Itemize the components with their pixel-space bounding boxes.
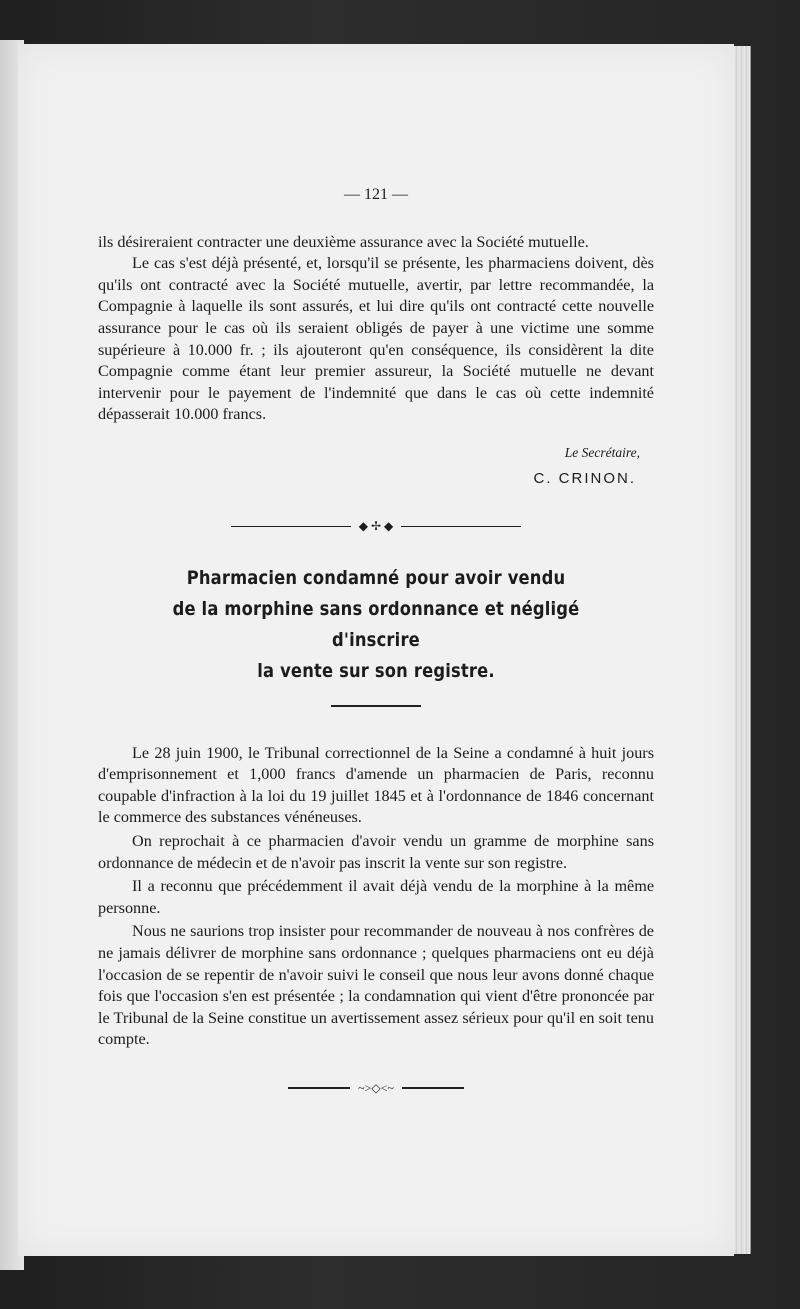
divider-line (288, 1087, 350, 1089)
signature-name: C. CRINON. (533, 469, 636, 487)
book-page (18, 44, 734, 1256)
continuation-paragraph: ils désireraient contracter une deuxième assurance avec la Société mutuelle. (98, 232, 589, 251)
divider-ornament: ◆ ✢ ◆ (358, 519, 394, 534)
headline-line: Pharmacien condamné pour avoir vendu (186, 567, 566, 590)
page-content (98, 184, 654, 1125)
headline-rule (331, 705, 421, 707)
end-ornament: ~>◇<~ (358, 1081, 394, 1096)
article-paragraph: On reprochait à ce pharmacien d'avoir vendu un gramme de morphine sans ordonnance de médecin et de n'avoir pas inscrit la vente sur son registre. (98, 832, 654, 872)
page-number: — 121 — (344, 186, 408, 203)
article-body (98, 743, 654, 1051)
article-headline (137, 563, 615, 687)
article-paragraph: Le 28 juin 1900, le Tribunal correctionnel de la Seine a condamné à huit jours d'emprisonnement et 1,000 francs d'amende un pharmacien de Paris, reconnu coupable d'infraction à la loi du 19 juillet 1845 et à l'ordonnance de 1846 concernant le commerce des substances vénéneuses. (98, 743, 654, 827)
continuation-paragraph: Le cas s'est déjà présenté, et, lorsqu'il se présente, les pharmaciens doivent, dès qu'ils ont contracté avec la Société mutuelle, avertir, par lettre recommandée, la Compagnie à laquelle ils sont assurés, et lui dire qu'ils ont contracté cette nouvelle assurance pour le cas où ils seraient obligés de payer à une victime une somme supérieure à 10.000 fr. ; ils ajouteront qu'en conséquence, ils considèrent la dite Compagnie comme étant leur premier assureur, la Société mutuelle ne devant intervenir pour le payement de l'indemnité que dans le cas où cette indemnité dépasserait 10.000 francs. (98, 254, 654, 424)
article-paragraph: Nous ne saurions trop insister pour recommander de nouveau à nos confrères de ne jamais délivrer de morphine sans ordonnance ; quelques pharmaciens ont eu déjà l'occasion de se repentir de n'avoir suivi le conseil que nous leur avons donné chaque fois que l'occasion s'en est présentée ; la condamnation qui vient d'être prononcée par le Tribunal de la Seine constitue un avertissement assez sérieux pour qu'il en soit tenu compte. (98, 922, 654, 1049)
divider-line (231, 526, 351, 528)
article-paragraph: Il a reconnu que précédemment il avait déjà vendu de la morphine à la même personne. (98, 877, 654, 917)
divider-line (401, 526, 521, 528)
divider-line (402, 1087, 464, 1089)
signature-title: Le Secrétaire, (564, 444, 640, 460)
section-divider (98, 515, 654, 534)
headline-line: la vente sur son registre. (257, 660, 495, 683)
end-ornament-divider (98, 1077, 654, 1096)
headline-line: de la morphine sans ordonnance et négligé d'inscrire (172, 598, 580, 652)
